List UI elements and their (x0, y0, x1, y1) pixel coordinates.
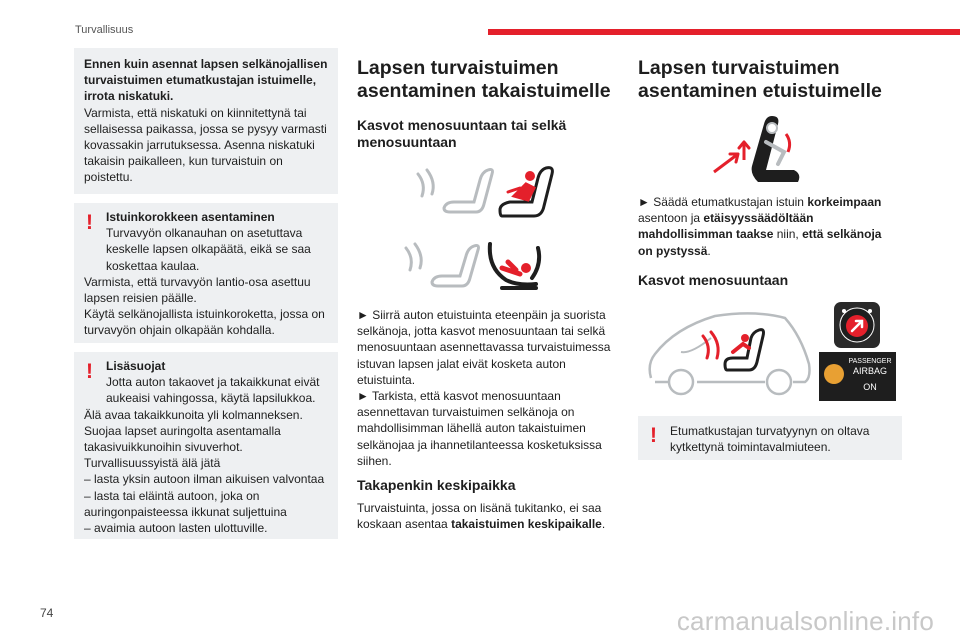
extra-protection-line2: Älä avaa takaikkunoita yli kolmanneksen. (84, 407, 303, 422)
exclamation-icon: ! (86, 211, 93, 234)
passenger-airbag-on-icon (819, 352, 896, 401)
text-span: . (601, 517, 606, 532)
section-title: Turvallisuus (75, 24, 134, 36)
front-seat-instruction (638, 194, 896, 259)
airbag-warning-box (638, 416, 902, 460)
rear-center-paragraph (357, 500, 615, 532)
forward-facing-subheading: Kasvot menosuuntaan (638, 272, 789, 288)
list-item: – avaimia autoon lasten ulottuville. (84, 521, 268, 536)
booster-warning-box (74, 203, 338, 343)
exclamation-icon: ! (650, 424, 657, 447)
exclamation-icon: ! (86, 360, 93, 383)
rear-center-subheading: Takapenkin keskipaikka (357, 477, 516, 493)
extra-protection-line1: Jotta auton takaovet ja takaikkunat eivät aukeaisi vahingossa, käytä lapsilukkoa. (106, 375, 320, 406)
text-span: niin, (773, 227, 803, 242)
booster-warning-line3: Käytä selkänojallista istuinkoroketta, jossa on turvavyön ohjain olkapään kohdalla. (84, 307, 325, 338)
list-item: – lasta yksin autoon ilman aikuisen valvontaa (84, 472, 325, 487)
airbag-label-2: AIRBAG (852, 366, 887, 376)
extra-protection-box (74, 352, 338, 539)
header-accent-bar (488, 29, 960, 35)
text-span-bold: etäisyyssäädöltään mahdollisimman taakse (638, 211, 814, 242)
extra-protection-title: Lisäsuojat (106, 359, 166, 373)
seat-adjustment-icon (708, 112, 804, 184)
car-child-seat-icon (645, 308, 815, 398)
airbag-symbol (824, 364, 844, 384)
instruction-paragraph: ► Tarkista, että kasvot menosuuntaan asennettavan turvaistuimen selkänoja on mahdollisimman lähellä auton takaistuimen selkänojaa ja ihannetilanteessa kosketuksissa siihen. (357, 389, 602, 468)
text-span: ► Säädä etumatkustajan istuin (638, 195, 808, 209)
airbag-warning-text: Etumatkustajan turvatyynyn on oltava kytkettynä toimintavalmiuteen. (670, 424, 870, 455)
orientation-subheading: Kasvot menosuuntaan tai selkä menosuuntaan (357, 117, 567, 150)
extra-protection-line4: Turvallisuussyistä älä jätä (84, 456, 221, 471)
headrest-note-title: Ennen kuin asennat lapsen selkänojallisen turvaistuimen etumatkustajan istuimelle, irrota niskatuki. (84, 57, 328, 104)
airbag-state: ON (863, 382, 877, 392)
airbag-key-switch-icon (834, 302, 880, 348)
booster-warning-line1: Turvavyön olkanauhan on asetuttava keskelle lapsen olkapäätä, eikä se saa koskettaa kaulaa. (106, 226, 311, 273)
booster-warning-line2: Varmista, että turvavyön lantio-osa asettuu lapsen reisien päälle. (84, 274, 311, 306)
text-span-bold: korkeimpaan (807, 195, 882, 209)
front-install-heading: Lapsen turvaistuimen asentaminen etuistuimelle (638, 57, 882, 102)
rear-install-heading: Lapsen turvaistuimen asentaminen takaistuimelle (357, 57, 611, 102)
text-span-bold: takaistuimen keskipaikalle (451, 517, 602, 532)
headrest-note-body: Varmista, että niskatuki on kiinnitettynä tai sellaisessa paikassa, jossa se pysyy varmasti kovassakin jarrutuksessa. Asenna niskatuki takaisin paikalleen, kun turvaistuin on poistettu. (84, 105, 327, 185)
middle-body-text (357, 307, 615, 469)
child-seat-forward-facing-icon (410, 162, 560, 226)
text-span: asentoon ja (638, 211, 704, 226)
watermark: carmanualsonline.info (676, 606, 934, 636)
headrest-note-box (74, 48, 338, 194)
list-item: – lasta tai eläintä autoon, joka on auringonpaisteessa ikkunat suljettuina (84, 488, 287, 519)
extra-protection-line3: Suojaa lapset auringolta asentamalla takasivuikkunoihin sivuverhot. (84, 423, 281, 455)
child-seat-rear-facing-icon (398, 238, 558, 298)
text-span-bold: että selkänoja on pystyssä (638, 227, 882, 258)
text-span: . (707, 243, 711, 258)
page-number: 74 (40, 606, 54, 620)
airbag-label-1: PASSENGER (848, 358, 892, 365)
text-span: Turvaistuinta, jossa on lisänä tukitanko, ei saa koskaan asentaa (357, 501, 602, 532)
instruction-paragraph: ► Siirrä auton etuistuinta eteenpäin ja suorista selkänoja, jotta kasvot menosuuntaan tai selkä menosuuntaan asennettavassa turvaistuimessa istuvan lapsen jalat eivät kosketa auton etuistuinta. (357, 308, 611, 387)
booster-warning-title: Istuinkorokkeen asentaminen (106, 210, 275, 224)
